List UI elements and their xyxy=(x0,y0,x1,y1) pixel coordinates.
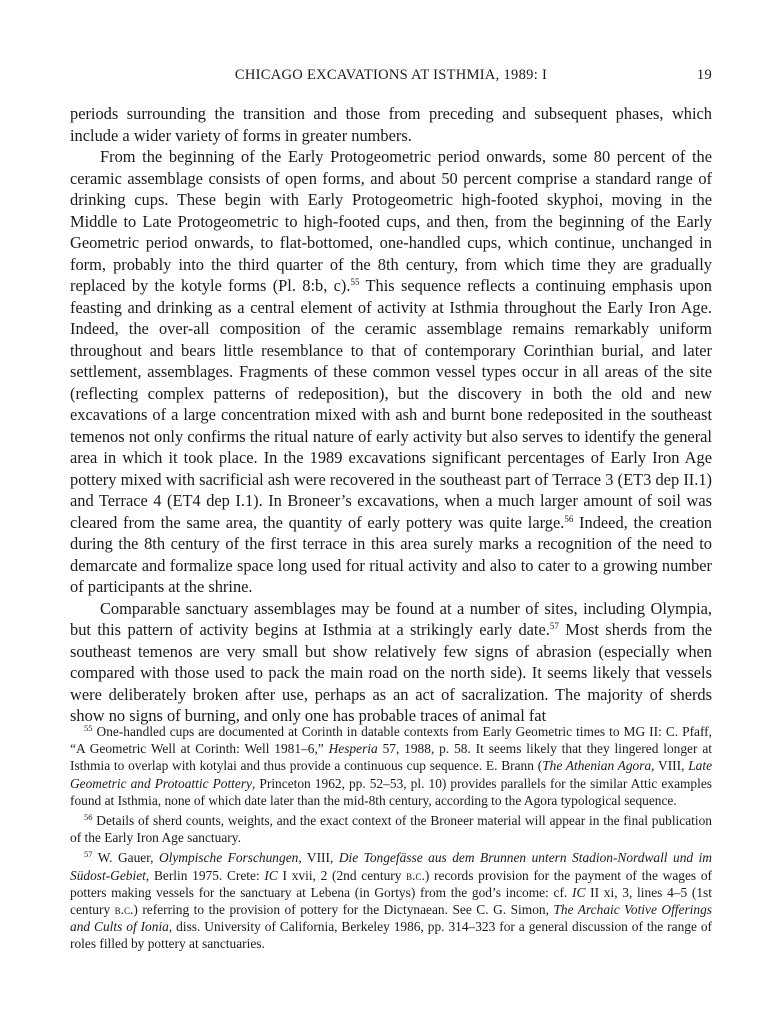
fn-text: , diss. University of California, Berkeley 1986, pp. 314–323 for a general discussion of the range of roles filled by pottery at sanctuaries. xyxy=(70,919,712,952)
fn-italic: IC xyxy=(572,884,586,900)
footnote-56-number: 56 xyxy=(84,812,93,823)
fn-text: II xi, 3, lines 4–5 (1st century xyxy=(70,884,712,918)
fn-text: I xvii, 2 (2nd century xyxy=(277,867,407,883)
page-number: 19 xyxy=(696,67,712,83)
footnote-ref-55[interactable]: 55 xyxy=(350,277,360,287)
fn-text: ) records provision for the payment of the wages of potters making vessels for the sanctuary at Lebena (in Gortys) from the god’s income: cf. xyxy=(70,867,712,900)
footnote-55-number: 55 xyxy=(84,723,93,733)
fn-text: One-handled cups are documented at Corinth in datable contexts from Early Geometric times to MG II: C. Pfaff, “A Geometric Well at Corinth: Well 1981–6,” xyxy=(70,724,712,757)
footnote-57-number: 57 xyxy=(84,849,93,860)
fn-italic: Die Tongefässe aus dem Brunnen untern Stadion-Nordwall und im Südost-Gebiet xyxy=(70,850,712,883)
paragraph-3-text-a: Comparable sanctuary assemblages may be found at a number of sites, including Olympia, but this pattern of activity begins at Isthmia at a strikingly early date. xyxy=(70,598,712,639)
fn-italic: The Athenian Agora xyxy=(542,758,652,774)
fn-text: , VIII, xyxy=(298,850,339,866)
footnotes xyxy=(70,723,712,956)
fn-text: 57, 1988, p. 58. It seems likely that they lingered longer at Isthmia to overlap with kotylai and thus provide a continuous cup sequence. E. Brann ( xyxy=(70,741,712,774)
fn-text: W. Gauer, xyxy=(92,850,159,866)
fn-text: ) referring to the provision of pottery for the Dictynaean. See C. G. Simon, xyxy=(133,902,554,918)
fn-italic: Hesperia xyxy=(328,741,378,757)
footnote-ref-56[interactable]: 56 xyxy=(564,513,574,524)
fn-text: , Berlin 1975. Crete: xyxy=(145,867,265,883)
body-text xyxy=(70,103,712,727)
paragraph-3 xyxy=(70,598,712,727)
fn-italic: Late Geometric and Protoattic Pottery xyxy=(70,758,713,791)
footnote-57 xyxy=(70,849,712,952)
fn-italic: Olympische Forschungen xyxy=(158,850,299,866)
page xyxy=(70,63,712,727)
paragraph-1-text: periods surrounding the transition and those from preceding and subsequent phases, which include a wider variety of forms in greater numbers. xyxy=(70,104,712,145)
fn-text: Details of sherd counts, weights, and the exact context of the Broneer material will appear in the final publication of the Early Iron Age sanctuary. xyxy=(70,813,712,846)
paragraph-3-text-b: Most sherds from the southeast temenos are very small but show relatively few signs of abrasion (especially when compared with those used to pack the main road on the north side). It seems likely that vessels were deliberately broken after use, perhaps as an act of sacralization. The majority of sherds show no signs of burning, and only one has probable traces of animal fat xyxy=(70,620,713,725)
paragraph-2-text-b: This sequence reflects a continuing emphasis upon feasting and drinking as a central element of activity at Isthmia throughout the Early Iron Age. Indeed, the over-all composition of the ceramic assemblage remains remarkably uniform throughout and bears little resemblance to that of contemporary Corinthian burial, and later settlement, assemblages. Fragments of these common vessel types occur in all areas of the site (reflecting complex patterns of redeposition), but the discovery in both the old and new excavations of a large concentration mixed with ash and burnt bone redeposited in the southeast temenos not only confirms the ritual nature of early activity but also serves to identify the general area in which it took place. In the 1989 excavations significant percentages of Early Iron Age pottery mixed with sacrificial ash were recovered in the southeast part of Terrace 3 (ET3 dep II.1) and Terrace 4 (ET4 dep I.1). In Broneer’s excavations, when a much larger amount of soil was cleared from the same area, the quantity of early pottery was quite large. xyxy=(70,276,712,532)
fn-italic: The Archaic Votive Offerings and Cults of Ionia xyxy=(70,902,712,935)
fn-text: , Princeton 1962, pp. 52–53, pl. 10) provides parallels for the similar Attic examples found at Isthmia, none of which date later than the mid-8th century, according to the Agora typological sequence. xyxy=(70,775,713,808)
fn-smallcaps: b.c. xyxy=(114,902,134,918)
footnote-ref-57[interactable]: 57 xyxy=(549,621,559,631)
fn-text: , VIII, xyxy=(651,758,689,774)
running-title: CHICAGO EXCAVATIONS AT ISTHMIA, 1989: I xyxy=(234,67,548,83)
fn-smallcaps: b.c. xyxy=(406,867,425,883)
paragraph-2 xyxy=(70,146,712,598)
footnote-55 xyxy=(70,723,712,809)
running-head xyxy=(70,63,712,87)
paragraph-1 xyxy=(70,103,712,146)
footnote-56 xyxy=(70,812,712,846)
paragraph-2-text-a: From the beginning of the Early Protogeometric period onwards, some 80 percent of the ceramic assemblage consists of open forms, and about 50 percent comprise a standard range of drinking cups. These begin with Early Protogeometric high-footed skyphoi, moving in the Middle to Late Protogeometric to high-footed cups, and then, from the beginning of the Early Geometric period onwards, to flat-bottomed, one-handled cups, which continue, unchanged in form, probably into the third quarter of the 8th century, from which time they are gradually replaced by the kotyle forms (Pl. 8:b, c). xyxy=(70,147,712,295)
paragraph-2-text-c: Indeed, the creation during the 8th century of the first terrace in this area surely marks a recognition of the need to demarcate and formalize space long used for ritual activity and also to cater to a growing number of participants at the shrine. xyxy=(70,512,712,596)
fn-italic: IC xyxy=(264,867,278,883)
